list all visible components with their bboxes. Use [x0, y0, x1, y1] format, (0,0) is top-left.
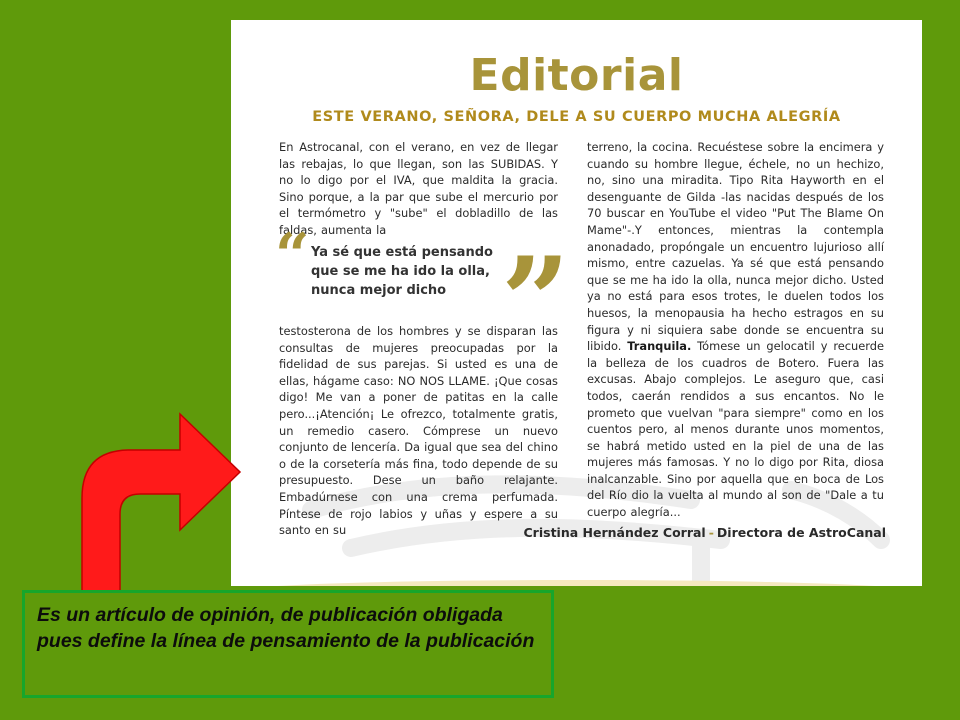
signature-role: Directora de AstroCanal: [716, 525, 886, 540]
signature: [524, 525, 887, 540]
article-title: Editorial: [469, 50, 684, 101]
column-1-top-text: En Astrocanal, con el verano, en vez de llegar las rebajas, lo que llegan, son las SUBIDAS. Y no lo digo por el IVA, que maldita la gracia. Sino porque, a la par que sube el mercurio por el termómetro y "sube" el dobladillo de las faldas, aumenta la: [279, 140, 558, 237]
column-2-part-1: terreno, la cocina. Recuéstese sobre la encimera y cuando su hombre llegue, échele, no un hechizo, no, sino una miradita. Tipo Rita Hayworth en el desenguante de Gilda -las nacidas después de los 70 buscar en YouTube el video "Put The Blame On Mame"-.Y entonces, mientras la contempla anonadado, propóngale un encuentro lujurioso allí mismo, entre cazuelas. Ya sé que está pensando que se me ha ido la olla, nunca mejor dicho. Usted ya no está para esos trotes, le duelen todos los huesos, la menopausia ha hecho estragos en su figura y ni siquiera sabe donde se encuentra su libido.: [587, 140, 884, 354]
column-1-bottom-text: testosterona de los hombres y se disparan las consultas de mujeres preocupadas por la fidelidad de sus parejas. Si usted es una de ellas, hágame caso: NO NOS LLAME. ¡Que cosas digo! Me van a poner de patitas en la calle pero...¡Atención¡ Le ofrezco, totalmente gratis, un remedio casero. Cómprese un nuevo conjunto de lencería. Da igual que sea del chino o de la corsetería más fina, todo depende de su presupuesto. Dese un baño relajante. Embadúrnese con una crema perfumada. Píntese de rojo labios y uñas y espere a su santo en su: [279, 324, 558, 538]
column-2-bold: Tranquila.: [627, 339, 692, 354]
signature-name: Cristina Hernández Corral: [523, 525, 706, 540]
pull-quote: Ya sé que está pensando que se me ha ido la olla, nunca mejor dicho: [311, 245, 493, 298]
article-page: [231, 20, 922, 586]
column-2-part-2: Tómese un gelocatil y recuerde la belleza de los cuadros de Botero. Fuera las excusas. Abajo complejos. Le aseguro que, casi todos, caerán rendidos a sus encantos. No le prometo que vuelvan "para siempre" como en los cuentos pero, al menos durante unos momentos, se habrá metido usted en la piel de una de las mujeres más famosas. Y no lo digo por Rita, diosa inalcanzable. Sino por aquella que en boca de Los del Río dio la vuelta al mundo al son de "Dale a tu cuerpo alegría...: [587, 339, 884, 520]
open-quote-mark: “: [275, 221, 310, 291]
curved-arrow-icon: [70, 410, 245, 600]
article-subtitle: ESTE VERANO, SEÑORA, DELE A SU CUERPO MUCHA ALEGRÍA: [312, 109, 841, 125]
column-2-text: [587, 139, 884, 521]
close-quote-mark: ”: [501, 231, 571, 372]
signature-dash: -: [708, 525, 714, 540]
caption-box: Es un artículo de opinión, de publicación obligada pues define la línea de pensamiento de la publicación: [22, 590, 554, 698]
